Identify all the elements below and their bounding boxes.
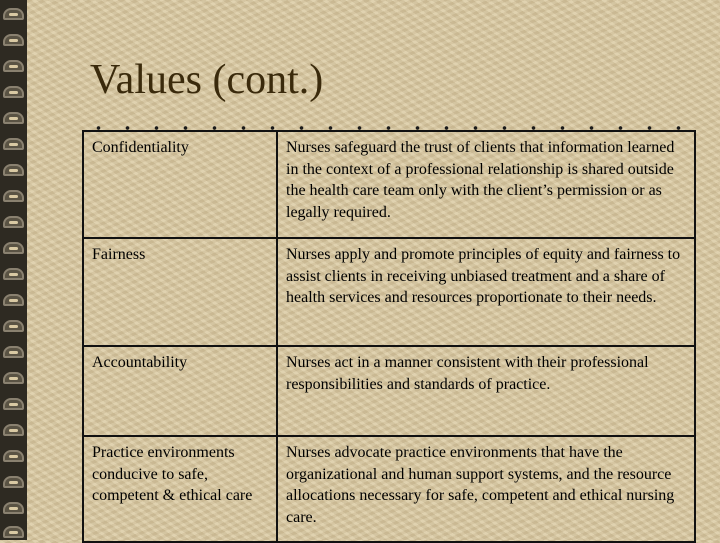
value-term: Fairness bbox=[83, 238, 277, 346]
value-term: Confidentiality bbox=[83, 131, 277, 238]
binding-ring bbox=[3, 216, 24, 228]
slide-title: Values (cont.) bbox=[90, 57, 324, 103]
binding-ring bbox=[3, 424, 24, 436]
binding-ring bbox=[3, 526, 24, 538]
binding-ring bbox=[3, 268, 24, 280]
binding-ring bbox=[3, 346, 24, 358]
value-term: Accountability bbox=[83, 346, 277, 436]
values-table bbox=[82, 130, 696, 543]
binding-ring bbox=[3, 8, 24, 20]
binding-ring bbox=[3, 398, 24, 410]
table-row bbox=[83, 238, 695, 346]
value-term: Practice environments conducive to safe, competent & ethical care bbox=[83, 436, 277, 542]
value-description: Nurses advocate practice environments that have the organizational and human support systems, and the resource allocations necessary for safe, competent and ethical nursing care. bbox=[277, 436, 695, 542]
binding-ring bbox=[3, 86, 24, 98]
binding-ring bbox=[3, 502, 24, 514]
binding-ring bbox=[3, 112, 24, 124]
value-description: Nurses act in a manner consistent with their professional responsibilities and standards of practice. bbox=[277, 346, 695, 436]
binding-ring bbox=[3, 242, 24, 254]
table-row bbox=[83, 346, 695, 436]
binding-ring bbox=[3, 450, 24, 462]
table-row bbox=[83, 436, 695, 542]
binding-ring bbox=[3, 60, 24, 72]
value-description: Nurses safeguard the trust of clients that information learned in the context of a professional relationship is shared outside the health care team only with the client’s permission or as legally required. bbox=[277, 131, 695, 238]
binding-ring bbox=[3, 190, 24, 202]
binding-ring bbox=[3, 294, 24, 306]
table-row bbox=[83, 131, 695, 238]
spiral-binding bbox=[0, 0, 27, 540]
binding-ring bbox=[3, 34, 24, 46]
value-description: Nurses apply and promote principles of equity and fairness to assist clients in receiving unbiased treatment and a share of health services and resources proportionate to their needs. bbox=[277, 238, 695, 346]
binding-ring bbox=[3, 320, 24, 332]
binding-ring bbox=[3, 476, 24, 488]
binding-ring bbox=[3, 372, 24, 384]
binding-ring bbox=[3, 138, 24, 150]
binding-ring bbox=[3, 164, 24, 176]
